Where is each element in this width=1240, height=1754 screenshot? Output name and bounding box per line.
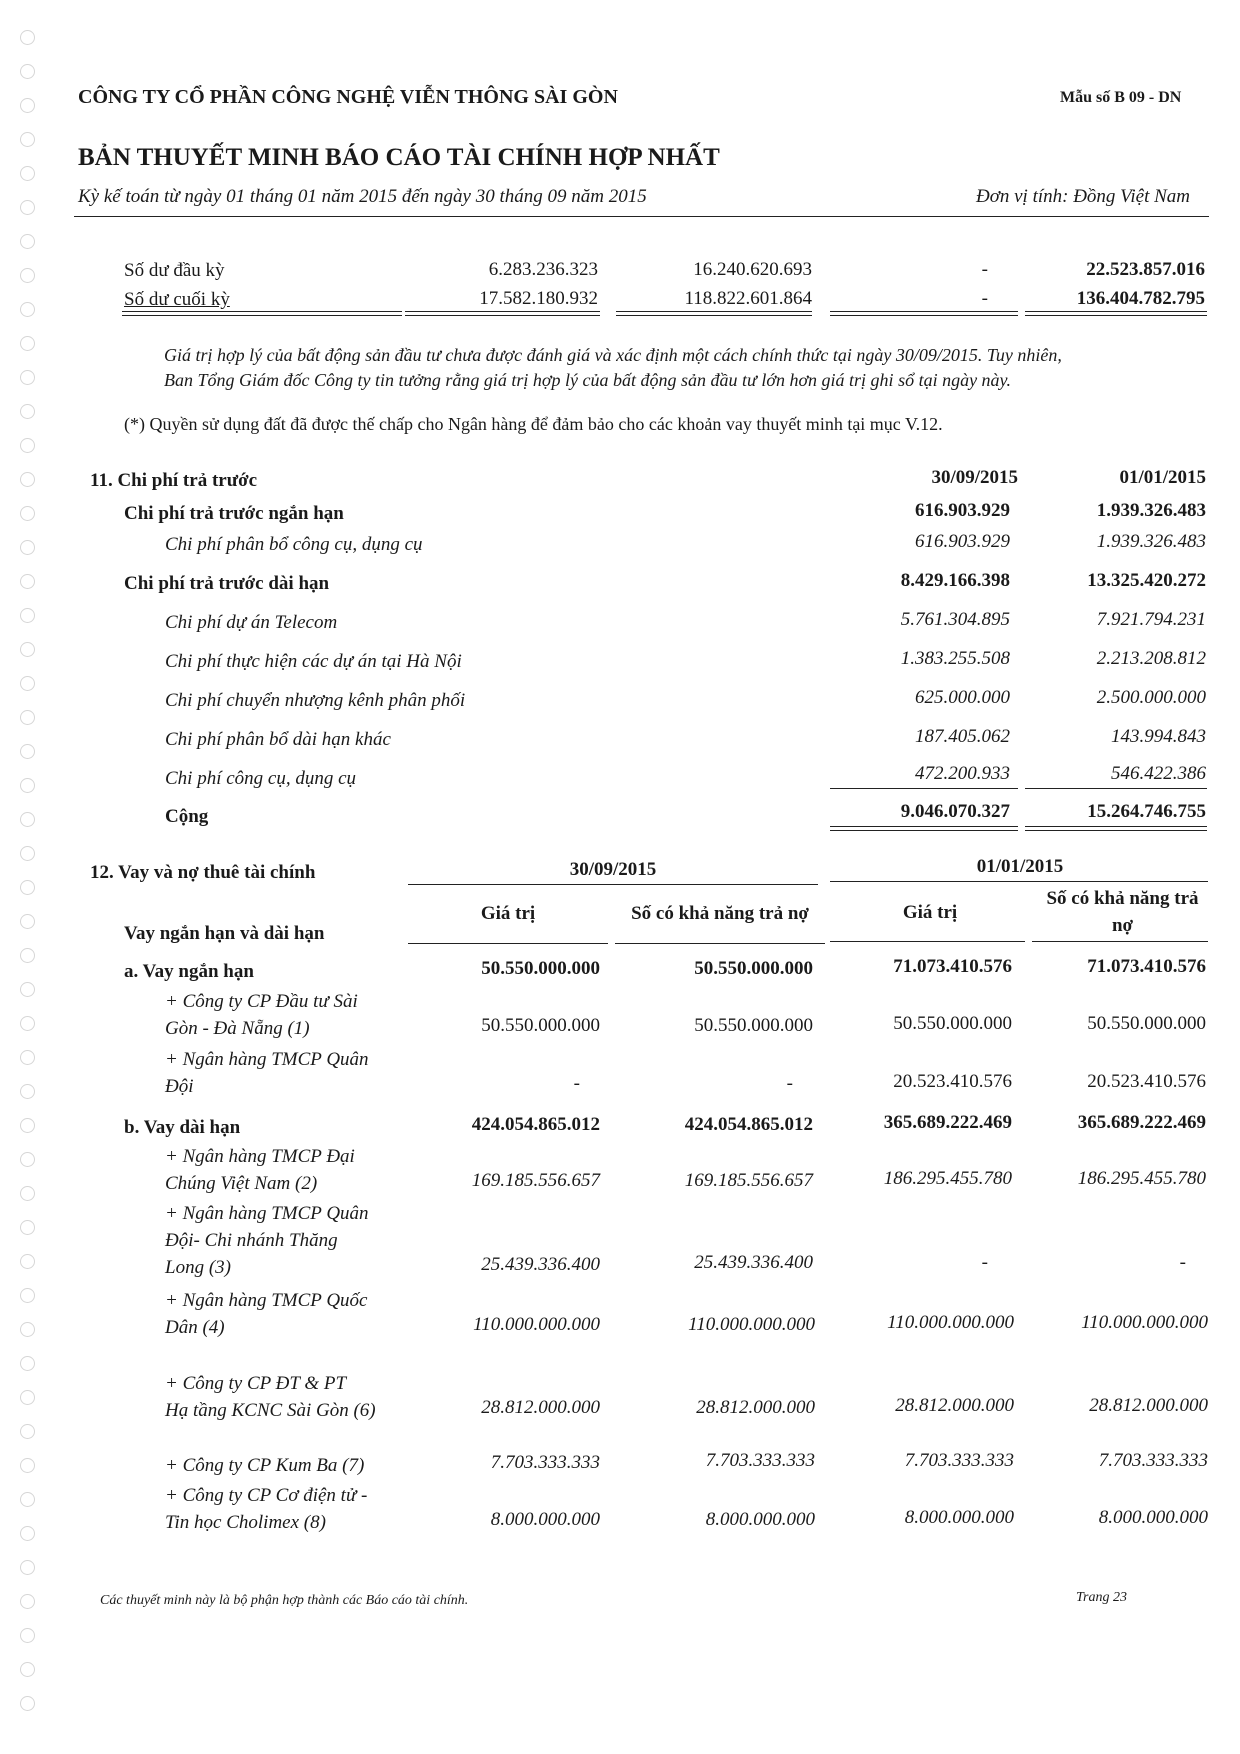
binder-holes bbox=[0, 0, 50, 1754]
loan-value: 8.000.000.000 bbox=[904, 1507, 1014, 1528]
prepaid-item-label: Chi phí công cụ, dụng cụ bbox=[165, 768, 357, 789]
binder-hole bbox=[20, 1594, 35, 1609]
loan-value: 50.550.000.000 bbox=[893, 1013, 1012, 1034]
closing-balance-label: Số dư cuối kỳ bbox=[124, 289, 230, 310]
col-repayable-header-2-line2: nợ bbox=[1111, 915, 1134, 936]
subheader-rule bbox=[1032, 941, 1208, 942]
section-12-date-1: 30/09/2015 bbox=[569, 859, 657, 880]
binder-hole bbox=[20, 1492, 35, 1507]
loan-value: - bbox=[1179, 1252, 1186, 1273]
binder-hole bbox=[20, 98, 35, 113]
loan-value: 25.439.336.400 bbox=[481, 1254, 600, 1275]
loan-value: 110.000.000.000 bbox=[688, 1314, 815, 1335]
loan-value: 110.000.000.000 bbox=[1081, 1312, 1208, 1333]
prepaid-item-v2: 2.213.208.812 bbox=[1096, 648, 1206, 669]
lender-label-line: + Ngân hàng TMCP Quốc bbox=[165, 1290, 368, 1311]
binder-hole bbox=[20, 506, 35, 521]
col-repayable-header-1: Số có khả năng trả nợ bbox=[631, 903, 809, 924]
lender-label-line: Dân (4) bbox=[165, 1317, 225, 1338]
long-term-prepaid-label: Chi phí trả trước dài hạn bbox=[124, 573, 330, 594]
binder-hole bbox=[20, 948, 35, 963]
binder-hole bbox=[20, 1662, 35, 1677]
subheader-rule bbox=[830, 941, 1025, 942]
col-repayable-header-2-line1: Số có khả năng trả bbox=[1046, 888, 1199, 909]
binder-hole bbox=[20, 744, 35, 759]
col-value-header-2: Giá trị bbox=[902, 902, 958, 923]
binder-hole bbox=[20, 336, 35, 351]
binder-hole bbox=[20, 1356, 35, 1371]
prepaid-item-label: Chi phí thực hiện các dự án tại Hà Nội bbox=[165, 651, 462, 672]
report-period: Kỳ kế toán từ ngày 01 tháng 01 năm 2015 đến ngày 30 tháng 09 năm 2015 bbox=[78, 186, 647, 207]
loan-value: 20.523.410.576 bbox=[1087, 1071, 1206, 1092]
company-name: CÔNG TY CỔ PHẦN CÔNG NGHỆ VIỄN THÔNG SÀI GÒN bbox=[78, 86, 618, 108]
prepaid-item-v1: 187.405.062 bbox=[915, 726, 1010, 747]
prepaid-item-v2: 7.921.794.231 bbox=[1096, 609, 1206, 630]
binder-hole bbox=[20, 540, 35, 555]
binder-hole bbox=[20, 200, 35, 215]
lender-label-line: Đội- Chi nhánh Thăng bbox=[165, 1230, 338, 1251]
loan-value: 186.295.455.780 bbox=[883, 1168, 1012, 1189]
binder-hole bbox=[20, 1696, 35, 1711]
closing-balance-total: 136.404.782.795 bbox=[1076, 288, 1205, 309]
fair-value-note-line-2: Ban Tổng Giám đốc Công ty tin tưởng rằng giá trị hợp lý của bất động sản đầu tư lớn hơn giá trị ghi sổ tại ngày này. bbox=[164, 370, 1012, 390]
prepaid-item-v2: 1.939.326.483 bbox=[1096, 531, 1206, 552]
binder-hole bbox=[20, 404, 35, 419]
loan-value: 8.000.000.000 bbox=[1098, 1507, 1208, 1528]
binder-hole bbox=[20, 676, 35, 691]
lender-label-line: + Công ty CP Cơ điện tử - bbox=[165, 1485, 368, 1506]
loan-value: 50.550.000.000 bbox=[481, 958, 600, 979]
binder-hole bbox=[20, 914, 35, 929]
section-11-total-label: Cộng bbox=[165, 806, 209, 827]
long-term-prepaid-v2: 13.325.420.272 bbox=[1087, 570, 1206, 591]
lender-label-line: + Công ty CP ĐT & PT bbox=[165, 1373, 347, 1394]
binder-hole bbox=[20, 302, 35, 317]
prepaid-item-v1: 625.000.000 bbox=[915, 687, 1010, 708]
binder-hole bbox=[20, 1152, 35, 1167]
date-2-rule bbox=[830, 881, 1208, 882]
binder-hole bbox=[20, 1084, 35, 1099]
loan-value: 169.185.556.657 bbox=[471, 1170, 600, 1191]
prepaid-item-v2: 546.422.386 bbox=[1111, 763, 1206, 784]
binder-hole bbox=[20, 1458, 35, 1473]
page-number: Trang 23 bbox=[1076, 1590, 1127, 1605]
binder-hole bbox=[20, 710, 35, 725]
opening-balance-c2: 16.240.620.693 bbox=[693, 259, 812, 280]
prepaid-item-label: Chi phí dự án Telecom bbox=[165, 612, 338, 633]
loan-value: 7.703.333.333 bbox=[705, 1450, 815, 1471]
loan-value: 50.550.000.000 bbox=[1087, 1013, 1206, 1034]
section-11-col1-date: 30/09/2015 bbox=[931, 467, 1018, 488]
binder-hole bbox=[20, 982, 35, 997]
binder-hole bbox=[20, 1050, 35, 1065]
prepaid-item-v1: 472.200.933 bbox=[915, 763, 1010, 784]
currency-unit: Đơn vị tính: Đồng Việt Nam bbox=[976, 186, 1191, 207]
footer-note: Các thuyết minh này là bộ phận hợp thành các Báo cáo tài chính. bbox=[100, 1593, 469, 1608]
binder-hole bbox=[20, 1016, 35, 1031]
lender-label-line: + Ngân hàng TMCP Quân bbox=[165, 1203, 369, 1224]
subtotal-rule bbox=[830, 788, 1018, 789]
opening-balance-c3: - bbox=[981, 259, 988, 280]
loan-value: 424.054.865.012 bbox=[684, 1114, 813, 1135]
binder-hole bbox=[20, 1390, 35, 1405]
fair-value-note-line-1: Giá trị hợp lý của bất động sản đầu tư chưa được đánh giá và xác định một cách chính thức tại ngày 30/09/2015. Tuy nhiên, bbox=[164, 345, 1062, 365]
loan-value: 365.689.222.469 bbox=[883, 1112, 1012, 1133]
binder-hole bbox=[20, 1186, 35, 1201]
lender-label-line: + Công ty CP Kum Ba (7) bbox=[165, 1455, 365, 1476]
form-code: Mẫu số B 09 - DN bbox=[1060, 89, 1182, 106]
loan-value: 20.523.410.576 bbox=[893, 1071, 1012, 1092]
prepaid-item-v1: 5.761.304.895 bbox=[900, 609, 1010, 630]
lender-label-line: Tin học Cholimex (8) bbox=[165, 1512, 326, 1533]
binder-hole bbox=[20, 132, 35, 147]
loan-value: 28.812.000.000 bbox=[481, 1397, 600, 1418]
long-term-loans-label: b. Vay dài hạn bbox=[124, 1117, 241, 1138]
loan-value: - bbox=[981, 1252, 988, 1273]
binder-hole bbox=[20, 1288, 35, 1303]
binder-hole bbox=[20, 574, 35, 589]
land-use-note: (*) Quyền sử dụng đất đã được thế chấp cho Ngân hàng để đảm bảo cho các khoản vay thuyết minh tại mục V.12. bbox=[124, 414, 943, 434]
loan-value: 28.812.000.000 bbox=[1089, 1395, 1208, 1416]
lender-label-line: + Ngân hàng TMCP Quân bbox=[165, 1049, 369, 1070]
binder-hole bbox=[20, 370, 35, 385]
binder-hole bbox=[20, 1118, 35, 1133]
loan-value: - bbox=[573, 1073, 580, 1094]
binder-hole bbox=[20, 1220, 35, 1235]
loan-value: 7.703.333.333 bbox=[904, 1450, 1014, 1471]
loan-value: 186.295.455.780 bbox=[1077, 1168, 1206, 1189]
binder-hole bbox=[20, 30, 35, 45]
section-11-total-v1: 9.046.070.327 bbox=[900, 801, 1010, 822]
loan-value: 50.550.000.000 bbox=[481, 1015, 600, 1036]
binder-hole bbox=[20, 880, 35, 895]
binder-hole bbox=[20, 234, 35, 249]
loan-value: 28.812.000.000 bbox=[696, 1397, 815, 1418]
subheader-rule bbox=[408, 943, 608, 944]
lender-label-line: + Ngân hàng TMCP Đại bbox=[165, 1146, 355, 1167]
prepaid-item-label: Chi phí chuyển nhượng kênh phân phối bbox=[165, 690, 466, 711]
short-term-prepaid-label: Chi phí trả trước ngắn hạn bbox=[124, 503, 344, 524]
loan-value: 7.703.333.333 bbox=[490, 1452, 600, 1473]
lender-label-line: Đội bbox=[165, 1076, 194, 1097]
col-value-header-1: Giá trị bbox=[480, 903, 536, 924]
binder-hole bbox=[20, 166, 35, 181]
opening-balance-label: Số dư đầu kỳ bbox=[124, 260, 225, 281]
date-1-rule bbox=[408, 884, 818, 885]
loan-value: 50.550.000.000 bbox=[694, 958, 813, 979]
loan-value: 424.054.865.012 bbox=[471, 1114, 600, 1135]
prepaid-item-v2: 2.500.000.000 bbox=[1096, 687, 1206, 708]
loan-value: 25.439.336.400 bbox=[694, 1252, 813, 1273]
binder-hole bbox=[20, 268, 35, 283]
loan-value: 8.000.000.000 bbox=[705, 1509, 815, 1530]
loans-row-label: Vay ngắn hạn và dài hạn bbox=[124, 923, 325, 944]
loan-value: 8.000.000.000 bbox=[490, 1509, 600, 1530]
binder-hole bbox=[20, 1560, 35, 1575]
binder-hole bbox=[20, 472, 35, 487]
closing-balance-c3: - bbox=[981, 288, 988, 309]
lender-label-line: Chúng Việt Nam (2) bbox=[165, 1173, 318, 1194]
subtotal-rule bbox=[1025, 788, 1207, 789]
section-11-col2-date: 01/01/2015 bbox=[1119, 467, 1206, 488]
loan-value: 365.689.222.469 bbox=[1077, 1112, 1206, 1133]
binder-hole bbox=[20, 1628, 35, 1643]
binder-hole bbox=[20, 1254, 35, 1269]
binder-hole bbox=[20, 846, 35, 861]
report-title: BẢN THUYẾT MINH BÁO CÁO TÀI CHÍNH HỢP NHẤT bbox=[78, 144, 720, 171]
binder-hole bbox=[20, 1322, 35, 1337]
closing-balance-c1: 17.582.180.932 bbox=[479, 288, 598, 309]
section-11-total-v2: 15.264.746.755 bbox=[1087, 801, 1206, 822]
binder-hole bbox=[20, 812, 35, 827]
opening-balance-c1: 6.283.236.323 bbox=[488, 259, 598, 280]
prepaid-item-v2: 143.994.843 bbox=[1111, 726, 1206, 747]
loan-value: 71.073.410.576 bbox=[1087, 956, 1206, 977]
lender-label-line: + Công ty CP Đầu tư Sài bbox=[165, 991, 358, 1012]
short-term-loans-label: a. Vay ngắn hạn bbox=[124, 961, 254, 982]
loan-value: 7.703.333.333 bbox=[1098, 1450, 1208, 1471]
short-term-prepaid-v1: 616.903.929 bbox=[915, 500, 1010, 521]
section-12-title: 12. Vay và nợ thuê tài chính bbox=[90, 862, 316, 883]
binder-hole bbox=[20, 778, 35, 793]
loan-value: 71.073.410.576 bbox=[893, 956, 1012, 977]
loan-value: 50.550.000.000 bbox=[694, 1015, 813, 1036]
binder-hole bbox=[20, 608, 35, 623]
binder-hole bbox=[20, 1526, 35, 1541]
prepaid-item-label: Chi phí phân bổ dài hạn khác bbox=[165, 729, 391, 750]
binder-hole bbox=[20, 1424, 35, 1439]
subheader-rule bbox=[615, 943, 825, 944]
closing-balance-c2: 118.822.601.864 bbox=[684, 288, 812, 309]
long-term-prepaid-v1: 8.429.166.398 bbox=[900, 570, 1010, 591]
loan-value: - bbox=[786, 1073, 793, 1094]
binder-hole bbox=[20, 438, 35, 453]
lender-label-line: Gòn - Đà Nẵng (1) bbox=[165, 1018, 310, 1039]
binder-hole bbox=[20, 64, 35, 79]
opening-balance-total: 22.523.857.016 bbox=[1086, 259, 1205, 280]
loan-value: 110.000.000.000 bbox=[887, 1312, 1014, 1333]
section-11-title: 11. Chi phí trả trước bbox=[90, 470, 258, 491]
prepaid-item-label: Chi phí phân bổ công cụ, dụng cụ bbox=[165, 534, 423, 555]
loan-value: 110.000.000.000 bbox=[473, 1314, 600, 1335]
section-12-date-2: 01/01/2015 bbox=[976, 856, 1064, 877]
loan-value: 28.812.000.000 bbox=[895, 1395, 1014, 1416]
short-term-prepaid-v2: 1.939.326.483 bbox=[1096, 500, 1206, 521]
binder-hole bbox=[20, 642, 35, 657]
lender-label-line: Hạ tầng KCNC Sài Gòn (6) bbox=[165, 1400, 376, 1421]
loan-value: 169.185.556.657 bbox=[684, 1170, 813, 1191]
prepaid-item-v1: 616.903.929 bbox=[915, 531, 1010, 552]
lender-label-line: Long (3) bbox=[165, 1257, 231, 1278]
prepaid-item-v1: 1.383.255.508 bbox=[900, 648, 1010, 669]
header-rule bbox=[74, 216, 1209, 217]
